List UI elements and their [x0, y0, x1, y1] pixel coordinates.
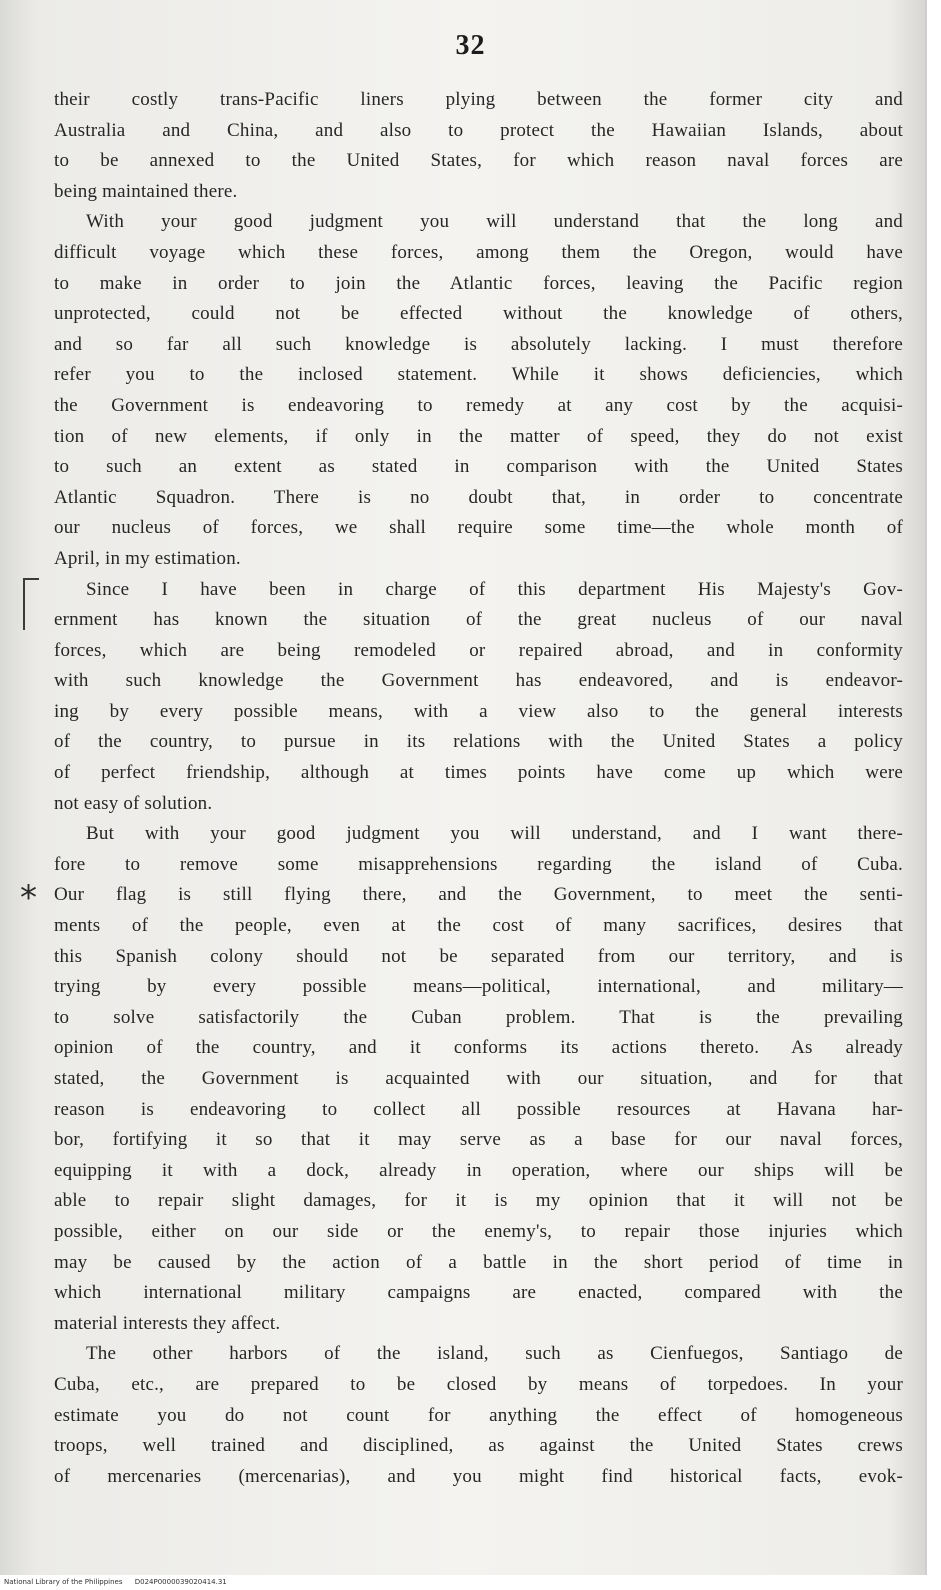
- text-line: equipping it with a dock, already in operation, where our ships will be: [54, 1159, 903, 1181]
- text-line: to such an extent as stated in comparison with the United States: [54, 456, 903, 478]
- text-line: tion of new elements, if only in the matter of speed, they do not exist: [54, 425, 903, 447]
- text-line: ing by every possible means, with a view also to the general interests: [54, 700, 903, 722]
- scan-footer: [4, 1578, 237, 1586]
- text-line: their costly trans-Pacific liners plying between the former city and: [54, 89, 903, 110]
- text-line: Atlantic Squadron. There is no doubt that, in order to concentrate: [54, 486, 903, 508]
- text-line: troops, well trained and disciplined, as against the United States crews: [54, 1435, 903, 1457]
- text-line: Australia and China, and also to protect the Hawaiian Islands, about: [54, 119, 903, 141]
- text-line: bor, fortifying it so that it may serve as a base for our naval forces,: [54, 1129, 903, 1151]
- text-line: this Spanish colony should not be separated from our territory, and is: [54, 945, 903, 967]
- text-line: possible, either on our side or the enemy's, to repair those injuries which: [54, 1220, 903, 1242]
- text-line: which international military campaigns are enacted, compared with the: [54, 1282, 903, 1304]
- text-line: being maintained there.: [54, 180, 238, 202]
- text-line: Our flag is still flying there, and the Government, to meet the senti-: [54, 884, 903, 906]
- text-line: refer you to the inclosed statement. While it shows deficiencies, which: [54, 364, 903, 386]
- paragraph-first-line: But with your good judgment you will understand, and I want there-: [86, 823, 903, 845]
- text-line: reason is endeavoring to collect all possible resources at Havana har-: [54, 1098, 903, 1120]
- text-line: of perfect friendship, although at times points have come up which were: [54, 762, 903, 784]
- text-line: estimate you do not count for anything the effect of homogeneous: [54, 1404, 903, 1426]
- paragraph-first-line: The other harbors of the island, such as Cienfuegos, Santiago de: [86, 1343, 903, 1365]
- text-line: our nucleus of forces, we shall require some time—the whole month of: [54, 517, 903, 539]
- text-line: not easy of solution.: [54, 792, 213, 814]
- text-line: material interests they affect.: [54, 1312, 281, 1334]
- text-line: trying by every possible means—political, international, and military—: [54, 976, 903, 998]
- paragraph-first-line: Since I have been in charge of this department His Majesty's Gov-: [86, 578, 903, 600]
- text-line: unprotected, could not be effected without the knowledge of others,: [54, 303, 903, 325]
- text-line: the Government is endeavoring to remedy at any cost by the acquisi-: [54, 394, 903, 416]
- text-line: to solve satisfactorily the Cuban problem. That is the prevailing: [54, 1006, 903, 1028]
- text-line: to make in order to join the Atlantic forces, leaving the Pacific region: [54, 272, 903, 294]
- page-number: 32: [455, 30, 486, 61]
- text-line: with such knowledge the Government has endeavored, and is endeavor-: [54, 670, 903, 692]
- text-line: fore to remove some misapprehensions regarding the island of Cuba.: [54, 853, 903, 875]
- text-line: stated, the Government is acquainted with our situation, and for that: [54, 1068, 903, 1089]
- body-text: [54, 85, 903, 1492]
- text-line: of mercenaries (mercenarias), and you might find historical facts, evok-: [54, 1465, 903, 1487]
- text-line: may be caused by the action of a battle in the short period of time in: [54, 1251, 903, 1273]
- text-line: difficult voyage which these forces, among them the Oregon, would have: [54, 241, 903, 263]
- footer-identifier: D024P0000039020414.31: [134, 1578, 227, 1586]
- text-line: forces, which are being remodeled or repaired abroad, and in conformity: [54, 639, 903, 661]
- text-line: able to repair slight damages, for it is my opinion that it will not be: [54, 1190, 903, 1212]
- text-line: ernment has known the situation of the great nucleus of our naval: [54, 609, 903, 631]
- text-line: Cuba, etc., are prepared to be closed by means of torpedoes. In your: [54, 1373, 903, 1395]
- text-line: opinion of the country, and it conforms its actions thereto. As already: [54, 1037, 903, 1059]
- paragraph-first-line: With your good judgment you will understand that the long and: [86, 211, 903, 233]
- footer-institution: National Library of the Philippines: [4, 1578, 123, 1586]
- margin-bracket-mark: [23, 578, 39, 630]
- text-line: April, in my estimation.: [54, 547, 241, 569]
- margin-asterisk-mark: *: [20, 878, 37, 918]
- text-line: to be annexed to the United States, for which reason naval forces are: [54, 150, 903, 172]
- text-line: of the country, to pursue in its relations with the United States a policy: [54, 731, 903, 753]
- text-line: and so far all such knowledge is absolutely lacking. I must therefore: [54, 333, 903, 355]
- text-line: ments of the people, even at the cost of many sacrifices, desires that: [54, 915, 903, 937]
